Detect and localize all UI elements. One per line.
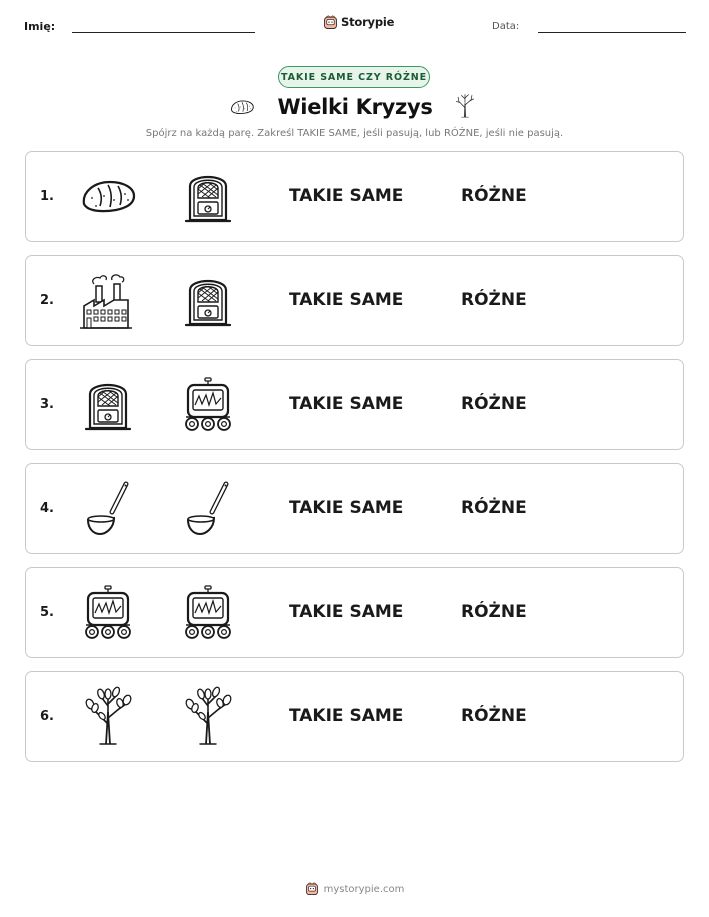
- cart-icon: [178, 582, 238, 642]
- ladle-icon: [78, 478, 138, 538]
- option-same[interactable]: TAKIE SAME: [289, 290, 404, 310]
- date-input-line[interactable]: [538, 32, 686, 33]
- worksheet-type-badge: TAKIE SAME CZY RÓŻNE: [278, 66, 430, 88]
- exercise-card: [25, 567, 684, 658]
- bare-tree-icon: [452, 90, 478, 120]
- exercise-number: 5.: [40, 605, 54, 620]
- option-different[interactable]: RÓŻNE: [461, 602, 527, 622]
- option-same[interactable]: TAKIE SAME: [289, 498, 404, 518]
- bread-icon: [226, 94, 258, 120]
- option-different[interactable]: RÓŻNE: [461, 394, 527, 414]
- exercise-number: 3.: [40, 397, 54, 412]
- name-input-line[interactable]: [72, 32, 255, 33]
- option-same[interactable]: TAKIE SAME: [289, 186, 404, 206]
- radio-icon: [178, 270, 238, 330]
- option-different[interactable]: RÓŻNE: [461, 290, 527, 310]
- brand-logo: [323, 13, 394, 31]
- exercise-card: [25, 463, 684, 554]
- worksheet-header: [0, 0, 709, 50]
- instructions: Spójrz na każdą parę. Zakreśl TAKIE SAME, jeśli pasują, lub RÓŻNE, jeśli nie pasują.: [145, 128, 564, 139]
- brand-name: Storypie: [341, 15, 395, 29]
- radio-icon: [178, 166, 238, 226]
- exercise-number: 4.: [40, 501, 54, 516]
- factory-icon: [78, 270, 138, 330]
- footer-url: mystorypie.com: [323, 883, 405, 895]
- title-row: [0, 90, 709, 124]
- option-same[interactable]: TAKIE SAME: [289, 602, 404, 622]
- ladle-icon: [178, 478, 238, 538]
- option-different[interactable]: RÓŻNE: [461, 186, 527, 206]
- option-different[interactable]: RÓŻNE: [461, 498, 527, 518]
- bread-icon: [78, 166, 138, 226]
- option-same[interactable]: TAKIE SAME: [289, 394, 404, 414]
- footer: [0, 879, 709, 899]
- exercise-card: [25, 359, 684, 450]
- cart-icon: [178, 374, 238, 434]
- exercise-number: 1.: [40, 189, 54, 204]
- radio-icon: [78, 374, 138, 434]
- exercise-number: 2.: [40, 293, 54, 308]
- page-title: Wielki Kryzys: [277, 95, 433, 119]
- name-label: Imię:: [24, 20, 56, 33]
- exercise-card: [25, 255, 684, 346]
- storypie-logo-icon: [305, 882, 319, 896]
- storypie-logo-icon: [323, 15, 338, 30]
- exercise-card: [25, 671, 684, 762]
- option-different[interactable]: RÓŻNE: [461, 706, 527, 726]
- date-label: Data:: [492, 21, 520, 32]
- exercise-number: 6.: [40, 709, 54, 724]
- option-same[interactable]: TAKIE SAME: [289, 706, 404, 726]
- cart-icon: [78, 582, 138, 642]
- tree-icon: [78, 686, 138, 746]
- tree-icon: [178, 686, 238, 746]
- exercise-card: [25, 151, 684, 242]
